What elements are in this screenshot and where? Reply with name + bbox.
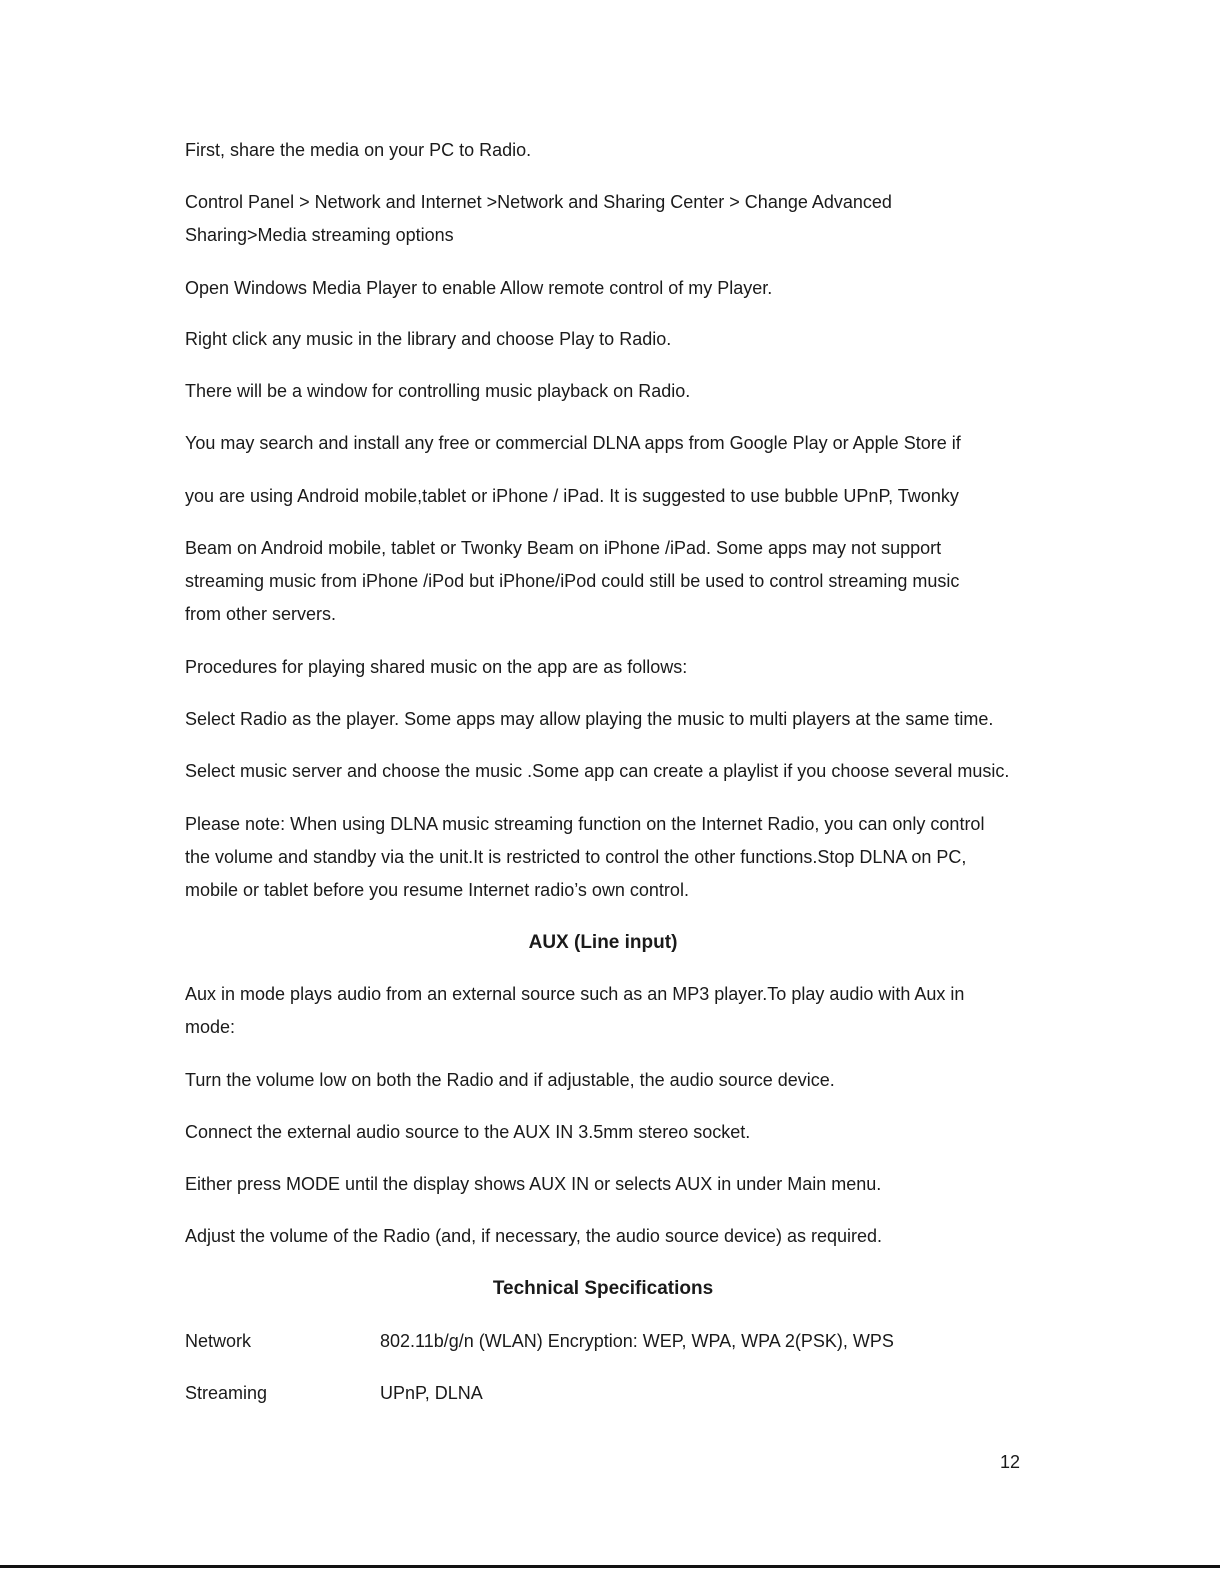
paragraph-aux-intro-cont: mode:: [185, 1017, 236, 1037]
paragraph-turn-volume-low: Turn the volume low on both the Radio and if adjustable, the audio source device.: [185, 1070, 835, 1090]
paragraph-select-radio: Select Radio as the player. Some apps may allow playing the music to multi players at the same time.: [185, 709, 994, 729]
paragraph-please-note-cont-1: the volume and standby via the unit.It is restricted to control the other functions.Stop DLNA on PC,: [185, 847, 967, 867]
paragraph-twonky-beam-cont-2: from other servers.: [185, 604, 337, 624]
paragraph-open-wmp: Open Windows Media Player to enable Allow remote control of my Player.: [185, 278, 773, 298]
paragraph-select-server: Select music server and choose the music .Some app can create a playlist if you choose several music.: [185, 761, 1010, 781]
paragraph-dlna-apps: You may search and install any free or commercial DLNA apps from Google Play or Apple Store if: [185, 433, 961, 453]
paragraph-window-control: There will be a window for controlling music playback on Radio.: [185, 381, 691, 401]
paragraph-procedures: Procedures for playing shared music on the app are as follows:: [185, 657, 688, 677]
spec-label-streaming: Streaming: [185, 1383, 268, 1403]
paragraph-share-media: First, share the media on your PC to Radio.: [185, 140, 532, 160]
paragraph-twonky-beam-cont-1: streaming music from iPhone /iPod but iPhone/iPod could still be used to control streaming music: [185, 571, 960, 591]
paragraph-adjust-volume: Adjust the volume of the Radio (and, if necessary, the audio source device) as required.: [185, 1226, 883, 1246]
section-heading-tech-specs: Technical Specifications: [492, 1278, 714, 1299]
paragraph-control-panel-path-cont: Sharing>Media streaming options: [185, 225, 454, 245]
paragraph-android-iphone: you are using Android mobile,tablet or iPhone / iPad. It is suggested to use bubble UPnP, Twonky: [185, 486, 959, 506]
paragraph-twonky-beam: Beam on Android mobile, tablet or Twonky Beam on iPhone /iPad. Some apps may not support: [185, 538, 942, 558]
paragraph-control-panel-path: Control Panel > Network and Internet >Network and Sharing Center > Change Advanced: [185, 192, 892, 212]
spec-value-streaming: UPnP, DLNA: [380, 1383, 483, 1403]
bottom-divider: [0, 1565, 1220, 1568]
section-heading-aux: AUX (Line input): [528, 932, 678, 953]
paragraph-connect-source: Connect the external audio source to the AUX IN 3.5mm stereo socket.: [185, 1122, 751, 1142]
paragraph-right-click: Right click any music in the library and choose Play to Radio.: [185, 329, 672, 349]
paragraph-aux-intro: Aux in mode plays audio from an external source such as an MP3 player.To play audio with Aux in: [185, 984, 965, 1004]
spec-label-network: Network: [185, 1331, 252, 1351]
paragraph-press-mode: Either press MODE until the display shows AUX IN or selects AUX in under Main menu.: [185, 1174, 882, 1194]
paragraph-please-note-cont-2: mobile or tablet before you resume Internet radio’s own control.: [185, 880, 689, 900]
spec-value-network: 802.11b/g/n (WLAN) Encryption: WEP, WPA, WPA 2(PSK), WPS: [380, 1331, 894, 1351]
paragraph-please-note: Please note: When using DLNA music streaming function on the Internet Radio, you can only control: [185, 814, 985, 834]
page-number: 12: [1000, 1452, 1021, 1472]
